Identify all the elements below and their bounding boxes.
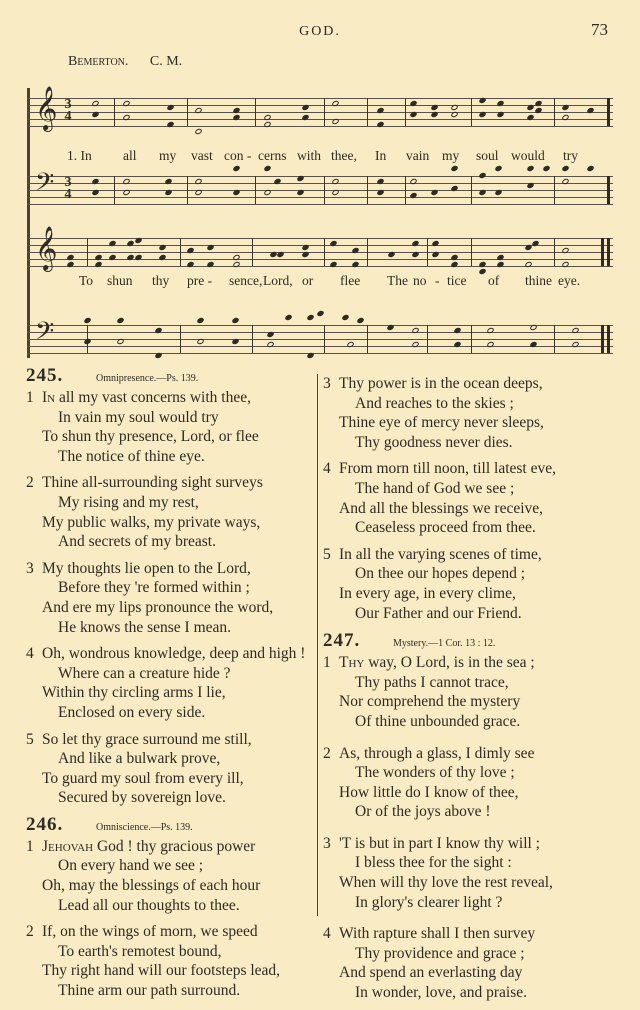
right-column bbox=[323, 374, 623, 1010]
hymn-247 bbox=[323, 631, 623, 1003]
hymn-topic: Omnipresence.—Ps. 139. bbox=[96, 373, 199, 384]
bass-clef-icon: 𝄢 bbox=[35, 168, 55, 203]
treble-staff bbox=[27, 226, 613, 270]
hymn-number: 246. bbox=[26, 813, 64, 835]
treble-staff bbox=[27, 86, 613, 130]
stanza: 4 From morn till noon, till latest eve, The hand of God we see ; And all the blessings we receive, Ceaseless proceed from thee. bbox=[323, 460, 556, 537]
stanza: 2 As, through a glass, I dimly see The wonders of thy love ; How little do I know of thee, Or of the joys above ! bbox=[323, 744, 535, 821]
stanza: 5 So let thy grace surround me still, And like a bulwark prove, To guard my soul from every ill, Secured by sovereign love. bbox=[26, 730, 252, 807]
left-column bbox=[26, 366, 316, 1008]
stanza: 1 Thy way, O Lord, is in the sea ; Thy paths I cannot trace, Nor comprehend the mystery Of thine unbounded grace. bbox=[323, 654, 535, 730]
stanza: 3 'T is but in part I know thy will ; I bless thee for the sight : When will thy love the rest reveal, In glory's clearer light ? bbox=[323, 834, 553, 911]
hymn-246-continued bbox=[323, 374, 623, 623]
stanza: 1 Jehovah God ! thy gracious power On every hand we see ; Oh, may the blessings of each hour Lead all our thoughts to thee. bbox=[26, 837, 261, 914]
tune-meter: C. M. bbox=[149, 54, 183, 69]
treble-clef-icon: 𝄞 bbox=[35, 86, 58, 130]
bass-clef-icon: 𝄢 bbox=[35, 317, 55, 352]
hymn-number: 247. bbox=[323, 630, 361, 652]
stanza: 4 With rapture shall I then survey Thy providence and grace ; And spend an everlasting day In wonder, love, and praise. bbox=[323, 925, 536, 1002]
bass-staff: 𝄢 3 4 bbox=[27, 176, 613, 204]
tune-name: Bemerton. bbox=[68, 54, 129, 69]
stanza: 4 Oh, wondrous knowledge, deep and high ! Where can a creature hide ? Within thy circling arms I lie, Enclosed on every side. bbox=[26, 645, 306, 721]
running-head: GOD. bbox=[299, 24, 341, 39]
stanza: 5 In all the varying scenes of time, On thee our hopes depend ; In every age, in every clime, Our Father and our Friend. bbox=[323, 545, 542, 622]
stanza: 3 My thoughts lie open to the Lord, Before they 're formed within ; And ere my lips pronounce the word, He knows the sense I mean. bbox=[26, 559, 274, 636]
tune-heading bbox=[68, 54, 182, 70]
treble-clef-icon: 𝄞 bbox=[35, 226, 58, 270]
hymn-topic: Mystery.—1 Cor. 13 : 12. bbox=[393, 638, 496, 650]
stanza: 2 Thine all-surrounding sight surveys My rising and my rest, My public walks, my private ways, And secrets of my breast. bbox=[26, 474, 263, 551]
stanza: 1 In all my vast concerns with thee, In vain my soul would try To shun thy presence, Lord, or flee The notice of thine eye. bbox=[26, 389, 259, 465]
time-signature: 3 4 bbox=[64, 97, 72, 124]
bass-staff bbox=[27, 317, 613, 353]
hymn-number: 245. bbox=[26, 365, 64, 386]
page-number: 73 bbox=[591, 20, 608, 39]
stanza: 3 Thy power is in the ocean deeps, And reaches to the skies ; Thine eye of mercy never sleeps, Thy goodness never dies. bbox=[323, 375, 544, 451]
hymn-topic: Omniscience.—Ps. 139. bbox=[96, 821, 193, 833]
music-system-2: 𝄞 To shun thy pre - sence, Lord, or flee The no - tice of thine eye. 𝄢 bbox=[27, 228, 613, 358]
column-divider bbox=[317, 374, 318, 916]
music-system-1: 𝄞 3 4 1. In all my vast con - cerns with thee, In vain my soul would try 𝄢 3 4 bbox=[27, 88, 613, 343]
hymn-246 bbox=[26, 815, 316, 1001]
stanza: 2 If, on the wings of morn, we speed To earth's remotest bound, Thy right hand will our footsteps lead, Thine arm our path surround. bbox=[26, 923, 281, 1000]
hymn-245 bbox=[26, 366, 316, 808]
